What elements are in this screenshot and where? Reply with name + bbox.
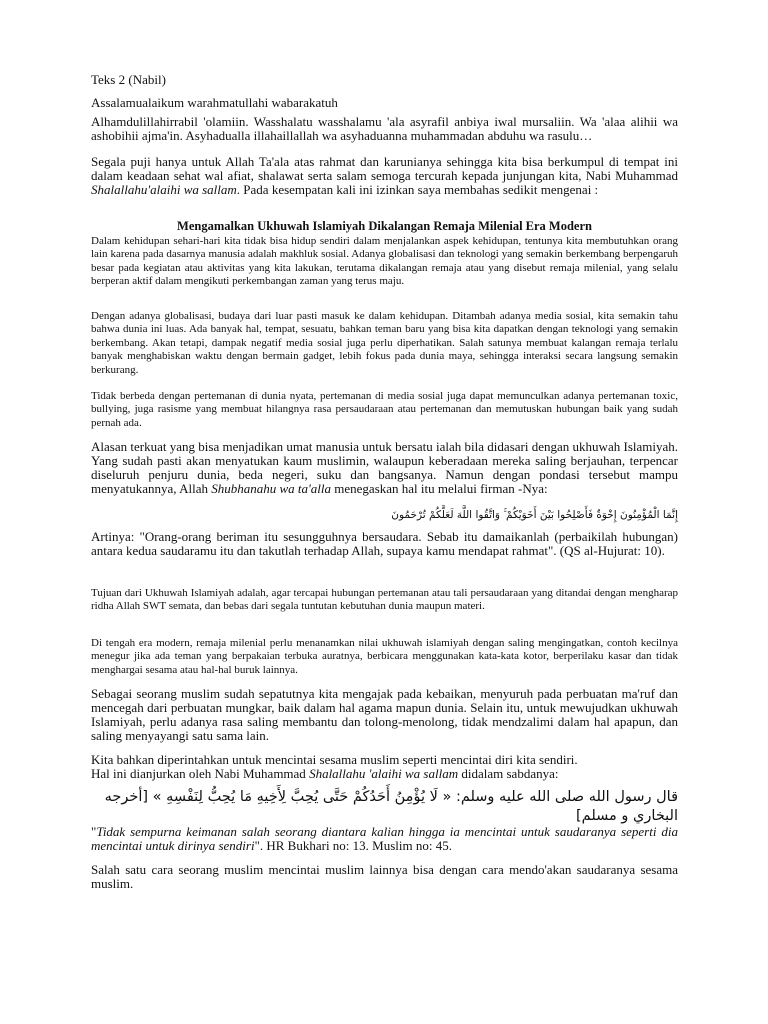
closing-paragraph: Salah satu cara seorang muslim mencintai muslim lainnya bisa dengan cara mendo'akan saudaranya sesama muslim. (91, 862, 678, 891)
intro-honorific: Shalallahu'alaihi wa sallam (91, 182, 237, 197)
paragraph-4-honorific: Shubhanahu wa ta'alla (211, 481, 332, 496)
hadith-translation (91, 825, 678, 853)
quran-verse: إِنَّمَا الْمُؤْمِنُونَ إِخْوَةٌ فَأَصْلِحُوا بَيْنَ أَخَوَيْكُمْ ۚ وَاتَّقُوا اللَّهَ لَعَلَّكُمْ تُرْحَمُونَ (391, 509, 678, 521)
hadith-open-quote: " (91, 824, 97, 839)
paragraph-4-text: Alasan terkuat yang bisa menjadikan umat manusia untuk bersatu ialah bila didasari dengan ukhuwah Islamiyah. Yang sudah pasti akan menyatukan kaum muslimin, walaupun keberadaan mereka saling berjauhan, terpencar diseluruh penjuru dunia, beda negeri, suku dan bangsanya. Namun dengan pondasi tersebut mampu menyatukannya, Allah (91, 439, 678, 496)
greeting: Assalamualaikum warahmatullahi wabarakatuh (91, 95, 338, 110)
verse-translation: Artinya: "Orang-orang beriman itu sesungguhnya bersaudara. Sebab itu damaikanlah (perbaikilah hubungan) antara kedua saudaramu itu dan takutlah terhadap Allah, supaya kamu mendapat rahmat". (QS al-Hujurat: 10). (91, 529, 678, 558)
paragraph-2: Dengan adanya globalisasi, budaya dari luar pasti masuk ke dalam kehidupan. Ditambah adanya media sosial, kita semakin tahu bahwa dunia ini luas. Ada banyak hal, tempat, sesuatu, bahkan teman baru yang bisa kita dapatkan dengan teknologi yang semakin berkembang. Akan tetapi, dampak negatif media sosial juga perlu diperhatikan. Salah satunya membuat kalangan remaja terlalu banyak menghabiskan waktu dengan bermain gadget, lebih fokus pada dunia maya, sehingga interaksi secara langsung semakin berkurang. (91, 310, 678, 376)
paragraph-1: Dalam kehidupan sehari-hari kita tidak bisa hidup sendiri dalam menjalankan aspek kehidupan, tentunya kita membutuhkan orang lain karena pada dasarnya manusia adalah makhluk sosial. Adanya globalisasi dan teknologi yang semakin berkembang berpengaruh besar pada kegiatan atau aktivitas yang kita lakukan, terutama dikalangan remaja atau yang disebut remaja milenial, yang selalu berperan aktif dalam mengikuti perkembangan zaman yang terus maju. (91, 235, 678, 288)
hadith-reference: ". HR Bukhari no: 13. Muslim no: 45. (254, 838, 452, 853)
hadith-arabic: قال رسول الله صلى الله عليه وسلم: « لَا يُؤْمِنُ أَحَدُكُمْ حَتَّى يُحِبَّ لِأَخِيهِ مَا يُحِبُّ لِنَفْسِهِ » [أخرجه البخاري و مسلم] (104, 789, 678, 824)
paragraph-4-text-end: menegaskan hal itu melalui firman -Nya: (331, 481, 548, 496)
paragraph-7: Sebagai seorang muslim sudah sepatutnya kita mengajak pada kebaikan, menyuruh pada perbuatan ma'ruf dan mencegah dari perbuatan mungkar, baik dalam hal agama mapun dunia. Selain itu, untuk mewujudkan ukhuwah Islamiyah, perlu adanya rasa saling membantu dan tolong-menolong, tidak mendzalimi dalam hal apapun, dan saling menyayangi satu sama lain. (91, 686, 678, 743)
paragraph-5: Tujuan dari Ukhuwah Islamiyah adalah, agar tercapai hubungan pertemanan atau tali persaudaraan yang ditandai dengan mengharap ridha Allah SWT semata, dan bebas dari segala tuntutan kebutuhan dunia maupun materi. (91, 587, 678, 613)
intro-text-end: . Pada kesempatan kali ini izinkan saya membahas sedikit mengenai : (236, 182, 599, 197)
intro-text: Segala puji hanya untuk Allah Ta'ala atas rahmat dan karunianya sehingga kita bisa berkumpul di tempat ini dalam keadaan sehat wal afiat, shalawat serta salam semoga tercurah kepada junjungan kita, Nabi Muhammad (91, 154, 678, 183)
document-heading: Teks 2 (Nabil) (91, 72, 166, 87)
hadith-translation-text: Tidak sempurna keimanan salah seorang diantara kalian hingga ia mencintai untuk saudaranya seperti dia mencintai untuk dirinya sendiri (91, 824, 678, 853)
paragraph-8-line-1: Kita bahkan diperintahkan untuk mencintai sesama muslim seperti mencintai diri kita sendiri. (91, 752, 578, 767)
opening-paragraph: Alhamdulillahirrabil 'olamiin. Wasshalatu wasshalamu 'ala asyrafil anbiya iwal mursaliin. Wa 'alaa alihii wa ashobihii ajma'in. Asyhadualla illahaillallah wa asyhaduanna muhammadan abduhu wa rasulu… (91, 114, 678, 143)
paragraph-3: Tidak berbeda dengan pertemanan di dunia nyata, pertemanan di media sosial juga dapat memunculkan adanya pertemanan toxic, bullying, juga rasisme yang membuat hilangnya rasa persaudaraan atau pertemanan dan memutuskan hubungan baik yang sudah pernah ada. (91, 390, 678, 429)
topic-title: Mengamalkan Ukhuwah Islamiyah Dikalangan Remaja Milenial Era Modern (177, 218, 592, 233)
paragraph-8-line-2-end: didalam sabdanya: (458, 766, 559, 781)
paragraph-6: Di tengah era modern, remaja milenial perlu menanamkan nilai ukhuwah islamiyah dengan saling mengingatkan, contoh kecilnya menegur jika ada teman yang berpakaian terbuka auratnya, berbicara menggunakan kata-kata kotor, berperilaku kasar dan tidak menghargai sesama atau hal-hal buruk lainnya. (91, 637, 678, 676)
paragraph-4 (91, 440, 678, 496)
intro-paragraph (91, 155, 678, 197)
paragraph-8 (91, 753, 678, 781)
paragraph-8-honorific: Shalallahu 'alaihi wa sallam (309, 766, 459, 781)
paragraph-8-line-2: Hal ini dianjurkan oleh Nabi Muhammad (91, 766, 310, 781)
